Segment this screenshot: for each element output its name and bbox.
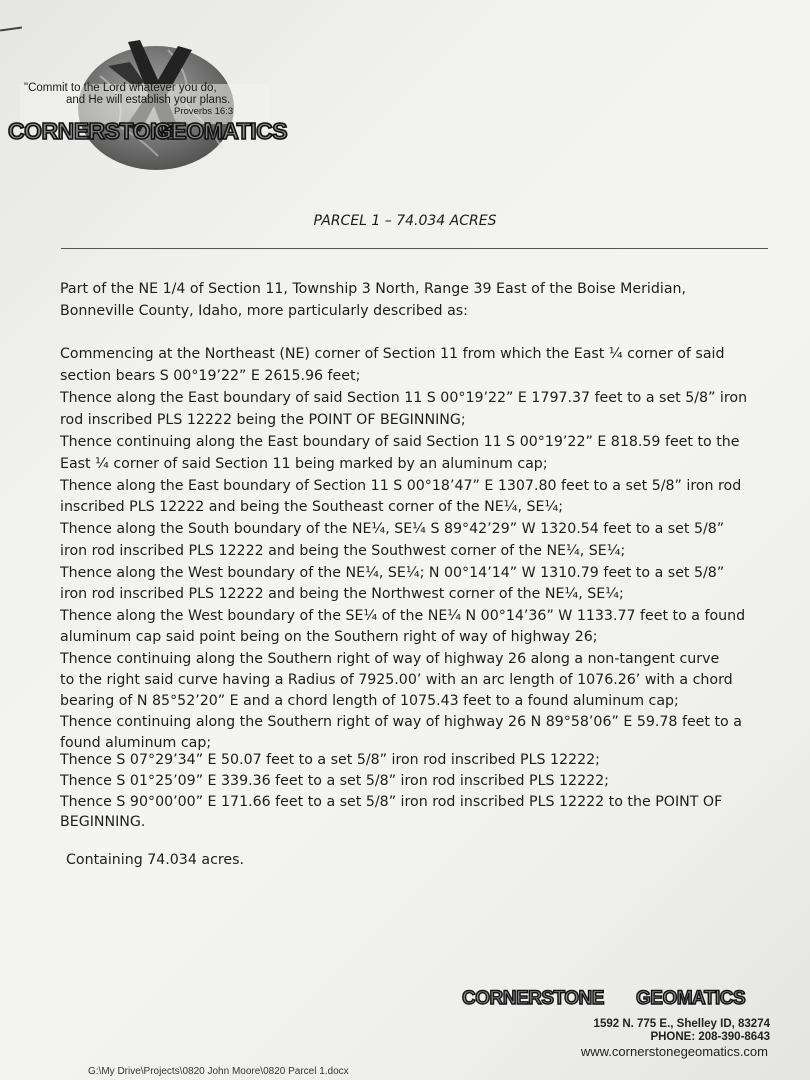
- text-line: Thence S 01°25’09” E 339.36 feet to a set 5/8” iron rod inscribed PLS 12222;: [60, 773, 609, 789]
- file-path: G:\My Drive\Projects\0820 John Moore\0820 Parcel 1.docx: [88, 1066, 349, 1077]
- text-line: to the right said curve having a Radius of 7925.00’ with an arc length of 1076.26’ with a chord: [60, 672, 733, 688]
- text-line: section bears S 00°19’22” E 2615.96 feet;: [60, 368, 361, 384]
- text-line: Commencing at the Northeast (NE) corner of Section 11 from which the East ¼ corner of said: [60, 346, 725, 362]
- footer-phone: PHONE: 208-390-8643: [650, 1031, 770, 1043]
- text-line: Thence continuing along the Southern right of way of highway 26 N 89°58’06” E 59.78 feet to a: [60, 714, 742, 730]
- text-line: Bonneville County, Idaho, more particularly described as:: [60, 303, 468, 319]
- text-line: iron rod inscribed PLS 12222 and being the Northwest corner of the NE¼, SE¼;: [60, 586, 624, 602]
- page-corner-mark: [0, 26, 22, 31]
- text-line: Containing 74.034 acres.: [66, 852, 245, 868]
- header-logo: [8, 36, 286, 172]
- text-line: iron rod inscribed PLS 12222 and being the Southwest corner of the NE¼, SE¼;: [60, 543, 626, 559]
- text-line: aluminum cap said point being on the Southern right of way of highway 26;: [60, 629, 598, 645]
- document-title: PARCEL 1 – 74.034 ACRES: [313, 213, 497, 229]
- text-line: Thence S 90°00’00” E 171.66 feet to a set 5/8” iron rod inscribed PLS 12222 to the POINT OF: [60, 794, 723, 810]
- text-line: Part of the NE 1/4 of Section 11, Township 3 North, Range 39 East of the Boise Meridian,: [60, 281, 687, 297]
- footer-brand-word-2: GEOMATICS: [636, 988, 746, 1009]
- text-line: inscribed PLS 12222 and being the Southeast corner of the NE¼, SE¼;: [60, 499, 564, 515]
- text-line: found aluminum cap;: [60, 735, 212, 751]
- logo-brand-word-2: GEOMATICS: [154, 118, 288, 144]
- text-line: rod inscribed PLS 12222 being the POINT OF BEGINNING;: [60, 412, 466, 428]
- text-line: East ¼ corner of said Section 11 being marked by an aluminum cap;: [60, 456, 548, 472]
- text-line: Thence along the East boundary of Section 11 S 00°18’47” E 1307.80 feet to a set 5/8” iron rod: [60, 478, 742, 494]
- text-line: Thence continuing along the Southern right of way of highway 26 along a non-tangent curve: [60, 651, 720, 667]
- footer-brand-word-1: CORNERSTONE: [462, 988, 604, 1009]
- logo-quote-reference: Proverbs 16:3: [174, 106, 234, 117]
- logo-quote-line-2: and He will establish your plans.: [66, 94, 231, 106]
- text-line: Thence along the South boundary of the NE¼, SE¼ S 89°42’29” W 1320.54 feet to a set 5/8”: [60, 521, 725, 537]
- text-line: BEGINNING.: [60, 814, 146, 830]
- footer-logo: [458, 988, 778, 1068]
- title-divider: [61, 248, 768, 249]
- text-line: Thence S 07°29’34” E 50.07 feet to a set 5/8” iron rod inscribed PLS 12222;: [60, 752, 600, 768]
- logo-quote-line-1: "Commit to the Lord whatever you do,: [24, 82, 217, 94]
- text-line: Thence along the West boundary of the SE¼ of the NE¼ N 00°14’36” W 1133.77 feet to a found: [60, 608, 746, 624]
- footer-website: www.cornerstonegeomatics.com: [580, 1044, 768, 1059]
- logo-brand-word-1: CORNERSTONE: [8, 118, 181, 144]
- text-line: Thence continuing along the East boundary of said Section 11 S 00°19’22” E 818.59 feet to the: [60, 434, 740, 450]
- footer-address: 1592 N. 775 E., Shelley ID, 83274: [593, 1018, 770, 1030]
- text-line: bearing of N 85°52’20” E and a chord length of 1075.43 feet to a found aluminum cap;: [60, 693, 679, 709]
- text-line: Thence along the East boundary of said Section 11 S 00°19’22” E 1797.37 feet to a set 5/8” iron: [60, 390, 748, 406]
- text-line: Thence along the West boundary of the NE¼, SE¼; N 00°14’14” W 1310.79 feet to a set 5/8”: [60, 565, 725, 581]
